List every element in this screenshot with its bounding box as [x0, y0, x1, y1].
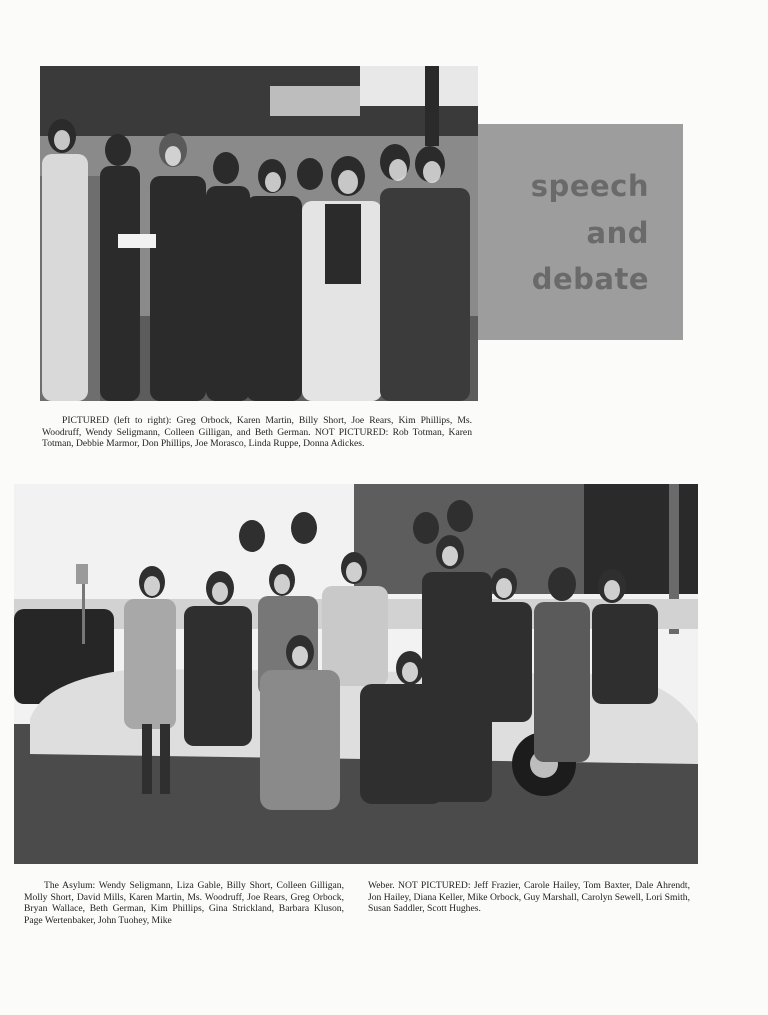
group-photo-bottom	[14, 484, 698, 864]
section-title-line-2: and	[586, 216, 649, 250]
group-photo-top-image	[40, 66, 478, 401]
section-title-block	[478, 124, 683, 340]
group-photo-top	[40, 66, 478, 401]
photo-top-caption: PICTURED (left to right): Greg Orbock, Karen Martin, Billy Short, Joe Rears, Kim Phillips, Ms. Woodruff, Wendy Seligmann, Colleen Gilligan, and Beth German. NOT PICTURED: Rob Totman, Karen Totman, Debbie Marmor, Don Phillips, Joe Morasco, Linda Ruppe, Donna Adickes.	[42, 415, 472, 449]
section-title-line-3: debate	[531, 262, 649, 296]
group-photo-bottom-image	[14, 484, 698, 864]
section-title-line-1: speech	[530, 169, 649, 203]
photo-bottom-caption-left: The Asylum: Wendy Seligmann, Liza Gable, Billy Short, Colleen Gilligan, Molly Short, David Mills, Karen Martin, Ms. Woodruff, Joe Rears, Greg Orbock, Bryan Wallace, Beth German, Kim Phillips, Gina Strickland, Barbara Kluson, Page Wertenbaker, John Tuohey, Mike	[24, 880, 344, 926]
photo-bottom-caption-right: Weber. NOT PICTURED: Jeff Frazier, Carole Hailey, Tom Baxter, Dale Ahrendt, Jon Hailey, Diana Keller, Mike Orbock, Guy Marshall, Carolyn Sewell, Lori Smith, Susan Saddler, Scott Hughes.	[368, 880, 690, 914]
